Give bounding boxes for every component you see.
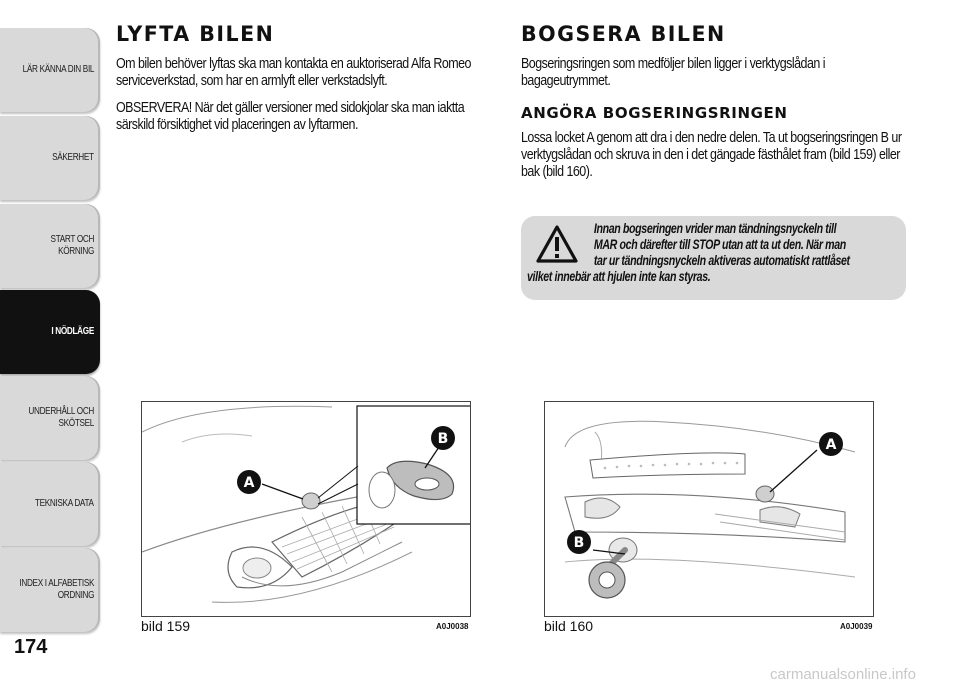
paragraph: Lossa locket A genom att dra i den nedre delen. Ta ut bogseringsringen B ur verktygslådan och skruva in den i det gängade fästhålet fram (bild 159) eller bak (bild 160).: [521, 130, 902, 180]
figure-caption: bild 160: [544, 618, 594, 634]
tab-underhall-och-skotsel[interactable]: [0, 376, 100, 460]
figure-160: [544, 401, 874, 617]
warning-line: MAR och därefter till STOP utan att ta ut den. När man: [593, 236, 846, 252]
figure-caption: bild 159: [141, 618, 191, 634]
tab-label: LÄR KÄNNA DIN BIL: [22, 64, 94, 75]
figure-code: A0J0038: [436, 622, 469, 631]
tab-label: TEKNISKA DATA: [35, 498, 94, 509]
watermark: carmanualsonline.info: [770, 666, 916, 683]
subsection-title: ANGÖRA BOGSERINGSRINGEN: [521, 104, 788, 122]
tab-label: INDEX I ALFABETISK ORDNING: [19, 578, 94, 601]
tab-lar-kanna-din-bil[interactable]: [0, 28, 100, 112]
page-number: 174: [14, 636, 48, 658]
callout-a: A: [243, 475, 255, 491]
warning-line: Innan bogseringen vrider man tändningsnyckeln till: [593, 220, 837, 236]
tab-label: START OCH KÖRNING: [50, 234, 94, 257]
section-bogsera-bilen: [521, 22, 911, 191]
tab-tekniska-data[interactable]: [0, 462, 100, 546]
warning-text: [527, 220, 907, 284]
paragraph: Bogseringsringen som medföljer bilen ligger i verktygslådan i bagageutrymmet.: [521, 56, 826, 89]
paragraph: Om bilen behöver lyftas ska man kontakta en auktoriserad Alfa Romeo serviceverkstad, som har en armlyft eller verkstadslyft.: [116, 56, 471, 89]
figure-159: [141, 401, 471, 617]
tab-index-i-alfabetisk-ordning[interactable]: [0, 548, 100, 632]
callout-a: A: [825, 437, 837, 453]
section-lyfta-bilen: [116, 22, 491, 144]
warning-line: vilket innebär att hjulen inte kan styras.: [527, 268, 711, 284]
front-bumper-illustration: [142, 402, 471, 617]
rear-bumper-illustration: [545, 402, 874, 617]
paragraph: OBSERVERA! När det gäller versioner med sidokjolar ska man iaktta särskild försiktighet vid placeringen av lyftarmen.: [116, 100, 465, 133]
callout-b: B: [573, 535, 585, 551]
tab-sakerhet[interactable]: [0, 116, 100, 200]
tab-i-nodlage[interactable]: [0, 290, 100, 374]
warning-box: [521, 216, 906, 300]
warning-line: tar ur tändningsnyckeln aktiveras automatiskt rattlåset: [593, 252, 850, 268]
section-title: LYFTA BILEN: [116, 22, 275, 46]
figure-code: A0J0039: [840, 622, 873, 631]
tab-label: SÄKERHET: [52, 152, 94, 163]
callout-b: B: [437, 431, 449, 447]
tab-start-och-korning[interactable]: [0, 204, 100, 288]
tab-label: I NÖDLÄGE: [51, 326, 94, 337]
tab-label: UNDERHÅLL OCH SKÖTSEL: [28, 406, 94, 429]
section-title: BOGSERA BILEN: [521, 22, 726, 46]
